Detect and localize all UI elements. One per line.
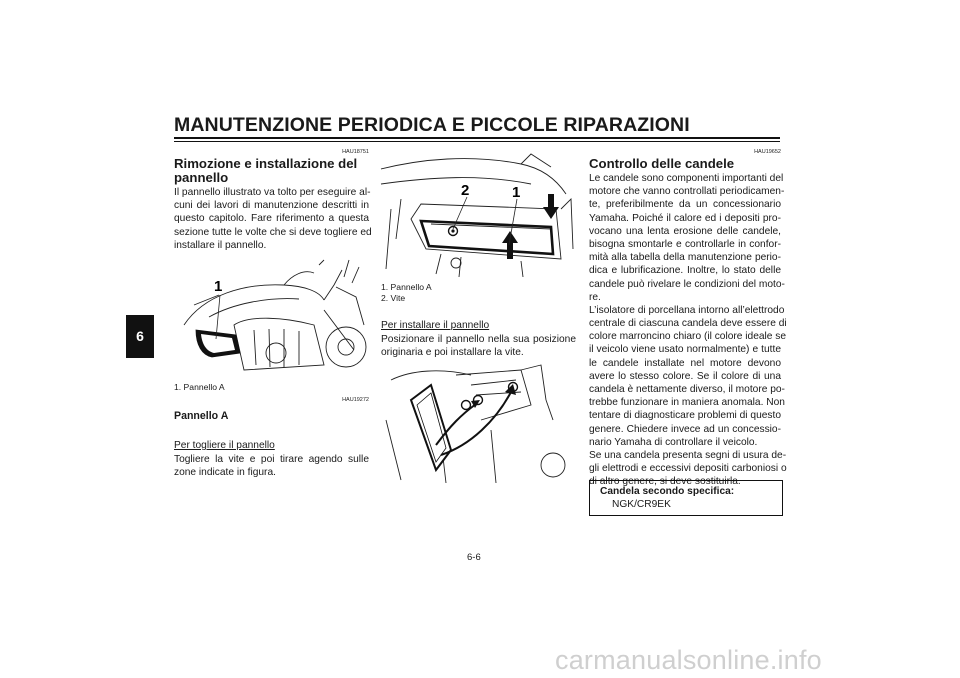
text-line: questo capitolo. Fare riferimento a questa — [174, 213, 369, 225]
install-instructions — [381, 333, 576, 359]
text-line: te, preferibilmente da un concessionario — [589, 199, 781, 211]
text-line: centrale di ciascuna candela deve essere di — [589, 318, 787, 330]
text-line: originaria e poi installare la vite. — [381, 347, 524, 359]
text-line: nario Yamaha di controllare il veicolo. — [589, 436, 758, 448]
text-line: bisogna smontarle e controllarle in confor- — [589, 238, 781, 250]
page-title: MANUTENZIONE PERIODICA E PICCOLE RIPARAZIONI — [174, 114, 690, 136]
panel-intro — [174, 186, 372, 252]
caption-line: 1. Pannello A — [381, 282, 432, 292]
text-line: trebbe funzionare in maniera anomala. Non — [589, 397, 785, 409]
text-line: di altro genere, si deve sostituirla. — [589, 476, 741, 488]
text-line: genere. Chiedere invece ad un concessio- — [589, 423, 781, 435]
heading-line: pannello — [174, 170, 229, 185]
text-line: il veicolo viene usato normalmente) e tutte — [589, 344, 781, 356]
figure-panel-removal — [381, 360, 576, 485]
spec-value: NGK/CR9EK — [612, 499, 671, 510]
spec-label: Candela secondo specifica: — [600, 486, 735, 497]
text-line: dica e lubrificazione. Inoltre, lo stato delle — [589, 265, 781, 277]
text-line: avere lo stesso colore. Se il colore di una — [589, 370, 781, 382]
chapter-tab: 6 — [126, 315, 154, 358]
subsection-title-remove: Per togliere il pannello — [174, 440, 275, 451]
page-number: 6-6 — [467, 552, 481, 563]
text-line: Se una candela presenta segni di usura de- — [589, 449, 787, 461]
figure-callout-2: 2 — [461, 182, 470, 199]
text-line: tentare di diagnosticare problemi di questo — [589, 410, 781, 422]
figure-callout-1: 1 — [512, 184, 521, 201]
text-line: sezione tutte le volte che si deve togliere ed — [174, 226, 372, 238]
motorcycle-illustration — [174, 255, 369, 380]
text-line: Togliere la vite e poi tirare agendo sulle — [174, 454, 369, 465]
spec-box — [589, 480, 783, 516]
watermark: carmanualsonline.info — [555, 645, 822, 675]
section-code: HAU19652 — [754, 149, 781, 155]
figure-caption: 1. Pannello A — [174, 382, 225, 392]
text-line: candela è nettamente diverso, il motore po- — [589, 384, 785, 395]
subheading-pannello-a: Pannello A — [174, 410, 229, 422]
section-code: HAU19272 — [342, 397, 369, 403]
text-line: Posizionare il pannello nella sua posizione — [381, 334, 576, 345]
text-line: gli elettrodi e eccessivi depositi carboniosi o — [589, 463, 787, 475]
subsection-title-install: Per installare il pannello — [381, 320, 490, 331]
text-line: vocano una lenta erosione delle candele, — [589, 225, 781, 237]
spark-plug-body — [589, 172, 787, 489]
caption-line: 2. Vite — [381, 293, 406, 303]
figure-callout-1: 1 — [214, 278, 223, 295]
remove-instructions — [174, 453, 369, 479]
text-line: motore che vanno controllati periodicamen- — [589, 186, 785, 198]
figure-motorcycle-side — [174, 255, 369, 380]
figure-panel-screw — [381, 149, 576, 279]
text-line: installare il pannello. — [174, 239, 267, 251]
panel-removal-illustration — [381, 360, 576, 485]
text-line: re. — [589, 291, 601, 303]
text-line: Le candele sono componenti importanti del — [589, 173, 784, 184]
header-rule — [174, 137, 780, 139]
text-line: mità alla tabella della manutenzione perio- — [589, 252, 781, 264]
text-line: Il pannello illustrato va tolto per eseguire al- — [174, 187, 371, 198]
text-line: L’isolatore di porcellana intorno all’elettrodo — [589, 304, 785, 316]
section-heading-spark-plugs: Controllo delle candele — [589, 156, 735, 171]
header-rule-thin — [174, 141, 780, 142]
text-line: cuni dei lavori di manutenzione descritti in — [174, 200, 369, 212]
text-line: le candele installate nel motore devono — [589, 357, 781, 369]
text-line: Yamaha. Poiché il calore ed i depositi pro- — [589, 212, 781, 224]
text-line: candele può rivelare le condizioni del moto- — [589, 278, 785, 290]
heading-line: Rimozione e installazione del — [174, 156, 358, 171]
section-heading-panel — [174, 157, 374, 185]
text-line: colore marroncino chiaro (il colore ideale se — [589, 331, 787, 343]
figure-captions — [381, 282, 432, 304]
panel-screw-illustration — [381, 149, 576, 279]
section-code: HAU18751 — [342, 149, 369, 155]
removed-panel — [411, 385, 451, 470]
text-line: zone indicate in figura. — [174, 467, 276, 479]
